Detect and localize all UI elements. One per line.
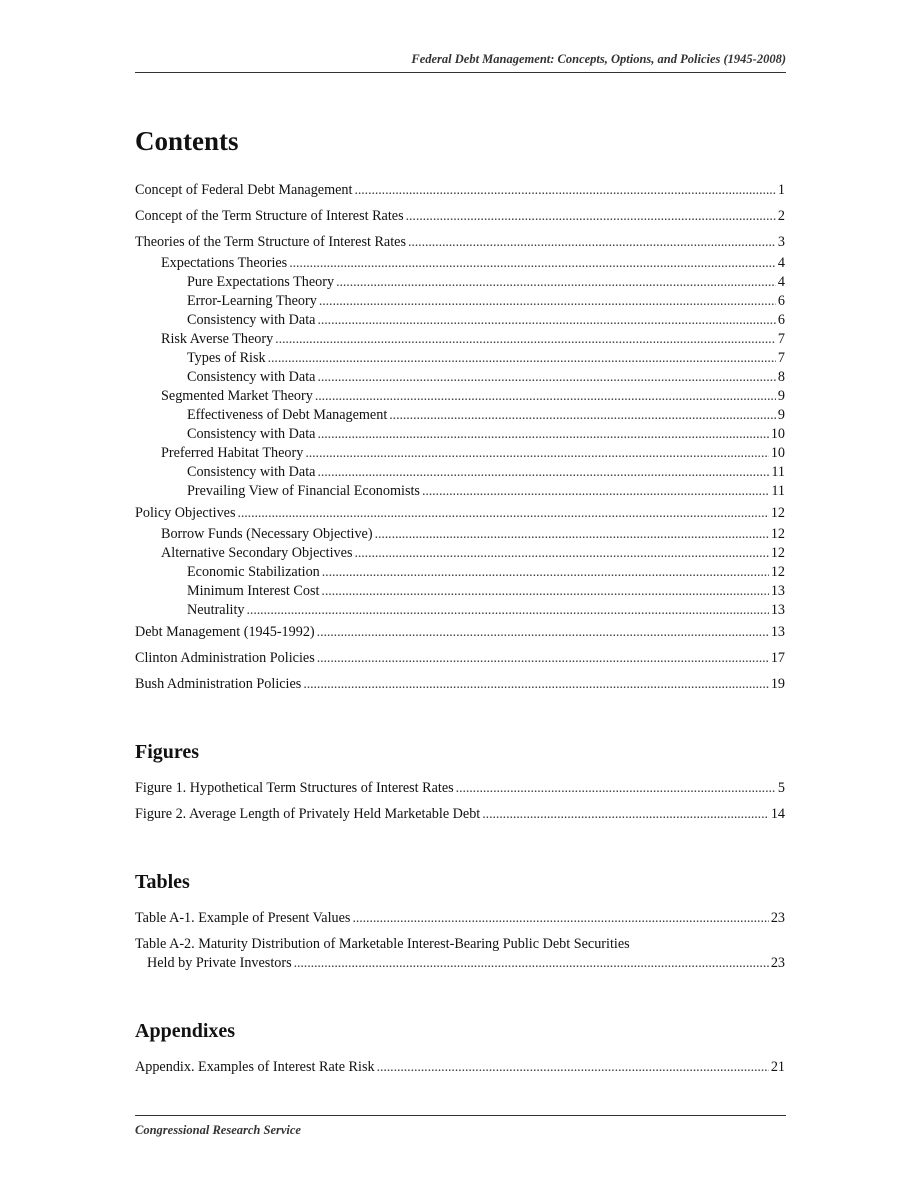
toc-entry[interactable]: Consistency with Data . . . 11 (135, 463, 785, 482)
toc-entry[interactable]: Economic Stabilization . . . 12 (135, 563, 785, 582)
toc-entry[interactable]: Alternative Secondary Objectives . . . 12 (135, 544, 785, 563)
toc-entry[interactable]: Policy Objectives . . . 12 (135, 504, 785, 523)
toc-entry[interactable]: Consistency with Data . . . 10 (135, 425, 785, 444)
toc-entry[interactable]: Borrow Funds (Necessary Objective) . . . 12 (135, 525, 785, 544)
toc-entry[interactable]: Types of Risk . . . 7 (135, 349, 785, 368)
toc-entry[interactable]: Table A-1. Example of Present Values . . . 23 (135, 909, 785, 928)
toc-entry[interactable]: Theories of the Term Structure of Interest Rates . . . 3 (135, 233, 785, 252)
toc-entry[interactable]: Clinton Administration Policies . . . 17 (135, 649, 785, 668)
toc-entry[interactable]: Expectations Theories . . . 4 (135, 254, 785, 273)
running-header (135, 52, 786, 73)
toc-entry[interactable]: Neutrality . . . 13 (135, 601, 785, 620)
toc-entry[interactable]: Table A-2. Maturity Distribution of Marketable Interest-Bearing Public Debt Securities Held by Private Investors . . . 23 (135, 935, 785, 973)
figures-heading: Figures (135, 741, 200, 763)
toc-entry[interactable]: Figure 1. Hypothetical Term Structures of Interest Rates . . . 5 (135, 779, 785, 798)
footer-text: Congressional Research Service (135, 1123, 301, 1137)
toc-entry[interactable]: Bush Administration Policies . . . 19 (135, 675, 785, 694)
toc-entry[interactable]: Figure 2. Average Length of Privately Held Marketable Debt . . . 14 (135, 805, 785, 824)
running-footer (135, 1115, 786, 1138)
toc-entry[interactable]: Consistency with Data . . . 8 (135, 368, 785, 387)
tables-section (135, 868, 785, 973)
toc-entry[interactable]: Minimum Interest Cost . . . 13 (135, 582, 785, 601)
table-of-contents (135, 122, 785, 1084)
toc-entry[interactable]: Consistency with Data . . . 6 (135, 311, 785, 330)
appendixes-heading: Appendixes (135, 1020, 236, 1042)
toc-entry[interactable]: Concept of the Term Structure of Interest Rates . . . 2 (135, 207, 785, 226)
toc-entry[interactable]: Appendix. Examples of Interest Rate Risk . . . 21 (135, 1058, 785, 1077)
toc-entry[interactable]: Debt Management (1945-1992) . . . 13 (135, 623, 785, 642)
toc-entry[interactable]: Error-Learning Theory . . . 6 (135, 292, 785, 311)
toc-entry[interactable]: Pure Expectations Theory . . . 4 (135, 273, 785, 292)
running-header-title: Federal Debt Management: Concepts, Options, and Policies (1945-2008) (411, 52, 786, 66)
tables-heading: Tables (135, 871, 190, 893)
toc-entry[interactable]: Segmented Market Theory . . . 9 (135, 387, 785, 406)
contents-heading: Contents (135, 126, 239, 156)
toc-entry[interactable]: Prevailing View of Financial Economists . . . 11 (135, 482, 785, 501)
appendixes-section (135, 1017, 785, 1077)
toc-entry[interactable]: Effectiveness of Debt Management . . . 9 (135, 406, 785, 425)
toc-entry[interactable]: Preferred Habitat Theory . . . 10 (135, 444, 785, 463)
toc-entry[interactable]: Risk Averse Theory . . . 7 (135, 330, 785, 349)
figures-section (135, 738, 785, 824)
toc-entry[interactable]: Concept of Federal Debt Management . . . 1 (135, 181, 785, 200)
